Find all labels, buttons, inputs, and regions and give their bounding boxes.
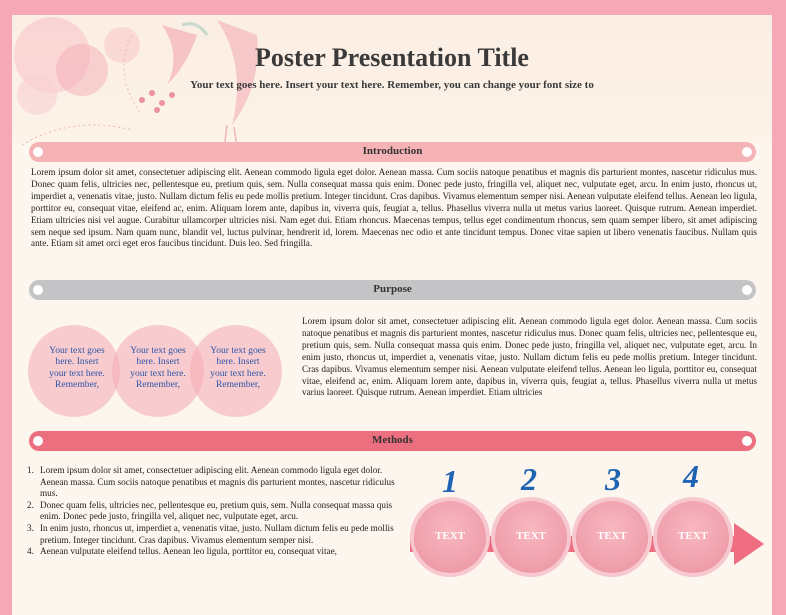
list-item: 3. In enim justo, rhoncus ut, imperdiet a, venenatis vitae, justo. Nullam dictum felis eu pede mollis pretium. Integer tincidunt. Cras dapibus. Vivamus elementum semper nisi. (27, 522, 394, 545)
bar-dot-right (742, 147, 752, 157)
purpose-circle-text-3: Your text goes here. Insert your text here. Remember, (210, 345, 266, 390)
poster (12, 15, 772, 615)
purpose-circle-text-2: Your text goes here. Insert your text here. Remember, (130, 345, 186, 390)
poster-title: Poster Presentation Title (255, 43, 529, 72)
step-circle-3 (576, 501, 648, 573)
purpose-bar (29, 280, 756, 300)
purpose-text: Lorem ipsum dolor sit amet, consectetuer adipiscing elit. Aenean commodo ligula eget dolor. Aenean massa. Cum sociis natoque penatibus et magnis dis parturient montes, nascetur ridiculus mus. Donec quam felis, ultricies nec, pellentesque eu, pretium quis, sem. Nulla consequat massa quis enim. Donec pede justo, fringilla vel, aliquet nec, vulputate eget, arcu. In enim justo, rhoncus ut, imperdiet a, venenatis vitae, justo. Nullam dictum felis eu pede mollis pretium. Integer tincidunt. Cras dapibus. Vivamus elementum semper nisi. Aenean vulputate eleifend tellus. Aenean leo ligula, porttitor eu, consequat vitae, eleifend ac, enim. Aliquam lorem ante, dapibus in, viverra quis, feugiat a, tellus. Phasellus viverra nulla ut metus varius laoreet. Quisque rutrum. Aenean imperdiet. Etiam ultricies (302, 316, 757, 398)
list-item: 1. Lorem ipsum dolor sit amet, consectetuer adipiscing elit. Aenean commodo ligula eget dolor. Aenean massa. Cum sociis natoque penatibus et magnis dis parturient montes, nascetur ridiculus mus. (27, 465, 395, 499)
step-number-2: 2 (521, 461, 537, 497)
poster-subtitle: Your text goes here. Insert your text here. Remember, you can change your font size to (190, 79, 594, 91)
list-item: 2. Donec quam felis, ultricies nec, pellentesque eu, pretium quis, sem. Nulla consequat massa quis enim. Donec pede justo, fringilla vel, aliquet nec, vulputate eget, arcu. (27, 499, 393, 522)
introduction-bar (29, 142, 756, 162)
step-label-2: TEXT (516, 530, 546, 542)
methods-heading: Methods (372, 434, 413, 446)
purpose-circle-text-1: Your text goes here. Insert your text here. Remember, (49, 345, 105, 390)
step-circle-2 (495, 501, 567, 573)
introduction-text: Lorem ipsum dolor sit amet, consectetuer adipiscing elit. Aenean commodo ligula eget dolor. Aenean massa. Cum sociis natoque penatibus et magnis dis parturient montes, nascetur ridiculus mus. Donec quam felis, ultricies nec, pellentesque eu, pretium quis, sem. Nulla consequat massa quis enim. Donec pede justo, fringilla vel, aliquet nec, vulputate eget, arcu. In enim justo, rhoncus ut, imperdiet a, venenatis vitae, justo. Nullam dictum felis eu pede mollis pretium. Integer tincidunt. Cras dapibus. Vivamus elementum semper nisi. Aenean vulputate eleifend tellus. Aenean leo ligula, porttitor eu, consequat vitae, eleifend ac, enim. Aliquam lorem ante, dapibus in, viverra quis, feugiat a, tellus. Phasellus viverra nulla ut metus varius laoreet. Quisque rutrum. Aenean imperdiet. Etiam ultricies nisi vel augue. Curabitur ullamcorper ultricies nisi. Nam eget dui. Etiam rhoncus. Maecenas tempus, tellus eget condimentum rhoncus, sem quam semper libero, sit amet adipiscing sem neque sed ipsum. Nam quam nunc, blandit vel, luctus pulvinar, hendrerit id, lorem. Maecenas nec odio et ante tincidunt tempus. Donec vitae sapien ut libero venenatis faucibus. Nullam quis ante. Etiam sit amet orci eget eros faucibus tincidunt. Duis leo. Sed fringilla. (31, 167, 757, 249)
step-label-1: TEXT (435, 530, 465, 542)
methods-list (27, 465, 395, 558)
step-number-1: 1 (442, 463, 458, 499)
step-number-3: 3 (605, 461, 621, 497)
step-number-4: 4 (683, 458, 699, 494)
list-item: 4. Aenean vulputate eleifend tellus. Aenean leo ligula, porttitor eu, consequat vitae, (27, 546, 337, 557)
introduction-heading: Introduction (362, 145, 423, 157)
step-label-3: TEXT (597, 530, 627, 542)
methods-bar (29, 431, 756, 451)
step-circle-4 (657, 501, 729, 573)
bar-dot-right (742, 436, 752, 446)
step-circle-1 (414, 501, 486, 573)
process-arrow-head (734, 523, 764, 565)
step-label-4: TEXT (678, 530, 708, 542)
purpose-heading: Purpose (373, 283, 412, 295)
bar-dot-right (742, 285, 752, 295)
